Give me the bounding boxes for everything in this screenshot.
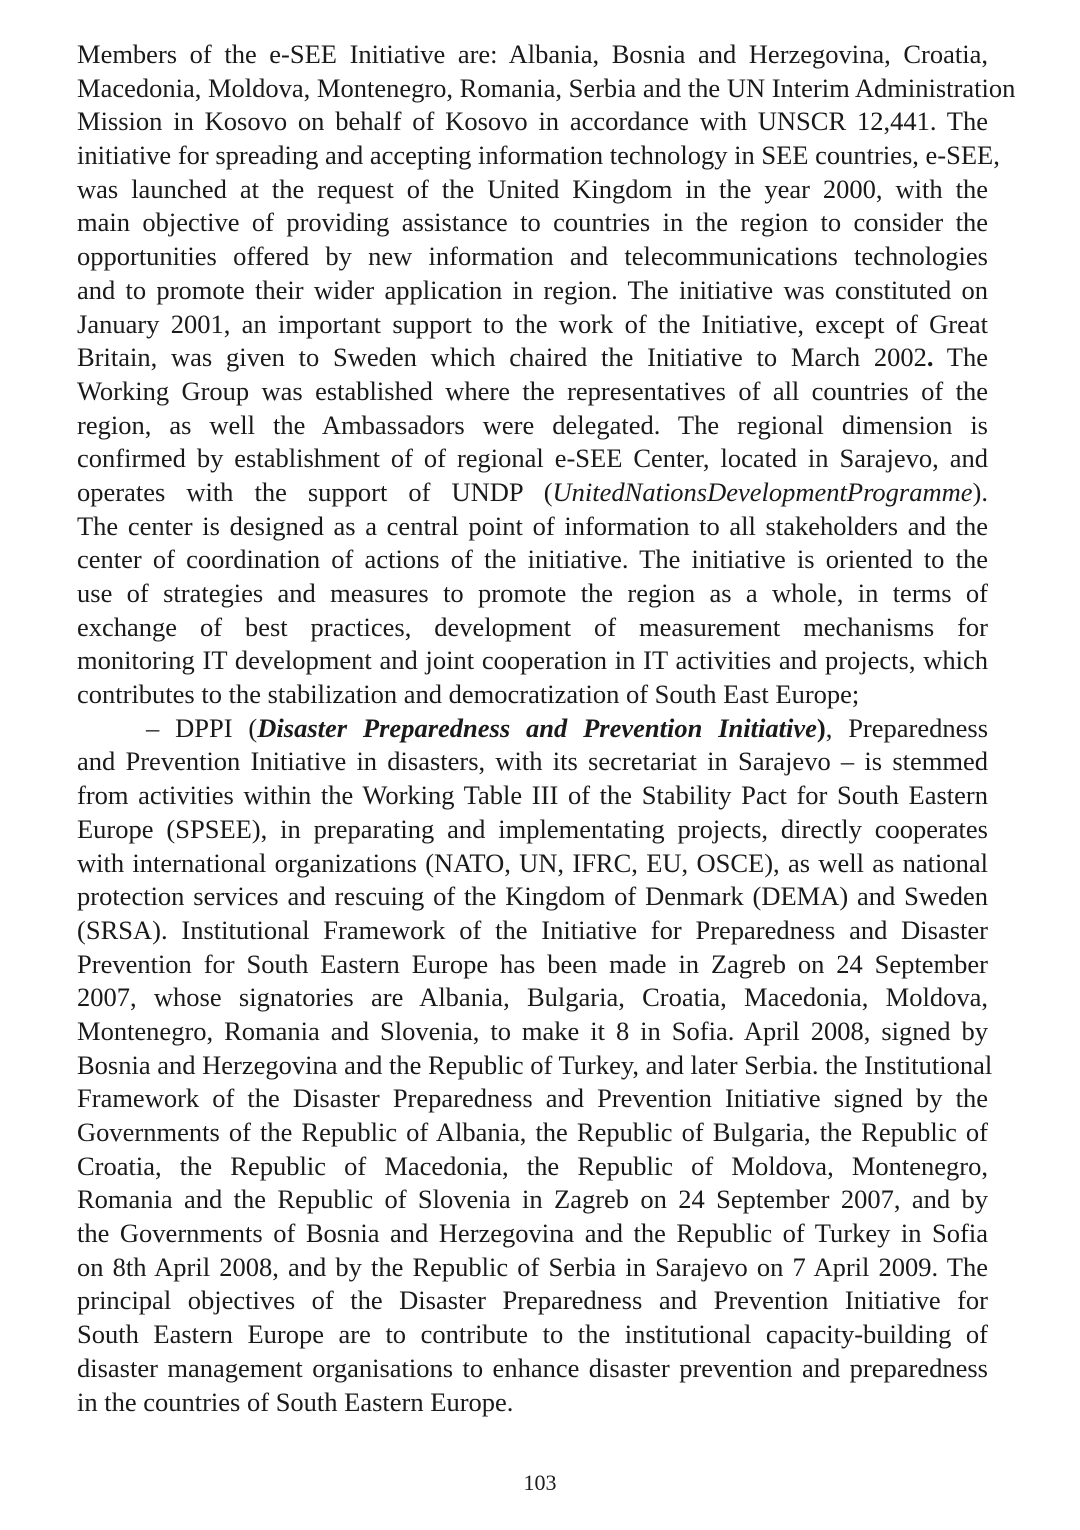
text-line: Working Group was established where the representatives of all countries of the [77, 375, 988, 406]
text-line: monitoring IT development and joint cooperation in IT activities and projects, which [77, 645, 988, 676]
text-line: Romania and the Republic of Slovenia in Zagreb on 24 September 2007, and by [77, 1184, 988, 1215]
text-line: exchange of best practices, development of measurement mechanisms for [77, 611, 988, 642]
text-line: use of strategies and measures to promote the region as a whole, in terms of [77, 578, 988, 608]
text-line: South Eastern Europe are to contribute to the institutional capacity-building of [77, 1319, 988, 1350]
text-line: main objective of providing assistance to countries in the region to consider the [77, 207, 988, 238]
text-line: Prevention for South Eastern Europe has been made in Zagreb on 24 September [77, 948, 988, 979]
text-run: – DPPI ( [146, 712, 258, 743]
italic-term: UnitedNationsDevelopmentProgramme [552, 476, 973, 507]
text-line: (SRSA). Institutional Framework of the Initiative for Preparedness and Disaster [77, 914, 988, 945]
text-run: The [933, 342, 988, 373]
text-run: ). [972, 476, 988, 507]
text-line: Macedonia, Moldova, Montenegro, Romania, Serbia and the UN Interim Administration [77, 72, 1016, 103]
text-line: from activities within the Working Table III of the Stability Pact for South Eastern [77, 780, 988, 811]
text-line: with international organizations (NATO, UN, IFRC, EU, OSCE), as well as national [77, 847, 988, 878]
text-line: protection services and rescuing of the Kingdom of Denmark (DEMA) and Sweden [77, 881, 988, 912]
text-line [77, 712, 988, 746]
paragraph-e-see [77, 38, 1016, 712]
text-line: and Prevention Initiative in disasters, with its secretariat in Sarajevo – is stemmed [77, 746, 988, 777]
text-line: January 2001, an important support to the work of the Initiative, except of Great [77, 308, 988, 339]
paragraph-dppi [77, 712, 993, 1419]
text-line [77, 476, 988, 510]
text-line: 2007, whose signatories are Albania, Bulgaria, Croatia, Macedonia, Moldova, [77, 982, 988, 1013]
text-line: Europe (SPSEE), in preparating and implementating projects, directly cooperates [77, 813, 988, 844]
bold-paren: ) [816, 712, 826, 743]
text-line: principal objectives of the Disaster Preparedness and Prevention Initiative for [77, 1285, 988, 1316]
text-line: Governments of the Republic of Albania, the Republic of Bulgaria, the Republic of [77, 1117, 988, 1147]
text-line: confirmed by establishment of of regional e-SEE Center, located in Sarajevo, and [77, 443, 988, 474]
text-line: initiative for spreading and accepting information technology in SEE countries, e-SEE, [77, 140, 1000, 171]
text-line: opportunities offered by new information and telecommunications technologies [77, 241, 988, 272]
text-line [77, 341, 988, 375]
document-page [77, 38, 1016, 1419]
text-line: Mission in Kosovo on behalf of Kosovo in accordance with UNSCR 12,441. The [77, 106, 988, 137]
page-number: 103 [523, 1470, 557, 1495]
text-line: Croatia, the Republic of Macedonia, the Republic of Moldova, Montenegro, [77, 1150, 988, 1181]
text-run: operates with the support of UNDP ( [77, 476, 553, 507]
text-line: in the countries of South Eastern Europe. [77, 1386, 514, 1417]
text-line: the Governments of Bosnia and Herzegovina and the Republic of Turkey in Sofia [77, 1218, 988, 1249]
bold-period: . [926, 342, 934, 373]
text-line: Montenegro, Romania and Slovenia, to make it 8 in Sofia. April 2008, signed by [77, 1015, 988, 1046]
text-line: The center is designed as a central point of information to all stakeholders and the [77, 510, 988, 541]
text-run: Britain, was given to Sweden which chaired the Initiative to March 2002 [77, 342, 927, 373]
bold-italic-term: Disaster Preparedness and Prevention Initiative [257, 712, 817, 743]
text-line: Framework of the Disaster Preparedness and Prevention Initiative signed by the [77, 1083, 988, 1114]
text-line: region, as well the Ambassadors were delegated. The regional dimension is [77, 409, 988, 440]
text-line: contributes to the stabilization and democratization of South East Europe; [77, 679, 860, 710]
text-run: , Preparedness [825, 712, 989, 743]
text-line: Bosnia and Herzegovina and the Republic of Turkey, and later Serbia. the Institutional [77, 1049, 993, 1080]
text-line: was launched at the request of the United Kingdom in the year 2000, with the [77, 173, 988, 204]
text-line: center of coordination of actions of the initiative. The initiative is oriented to the [77, 544, 988, 575]
text-line: Members of the e-SEE Initiative are: Albania, Bosnia and Herzegovina, Croatia, [77, 39, 988, 69]
text-line: on 8th April 2008, and by the Republic of Serbia in Sarajevo on 7 April 2009. The [77, 1251, 988, 1282]
text-line: disaster management organisations to enhance disaster prevention and preparedness [77, 1352, 988, 1383]
text-line: and to promote their wider application in region. The initiative was constituted on [77, 274, 988, 305]
